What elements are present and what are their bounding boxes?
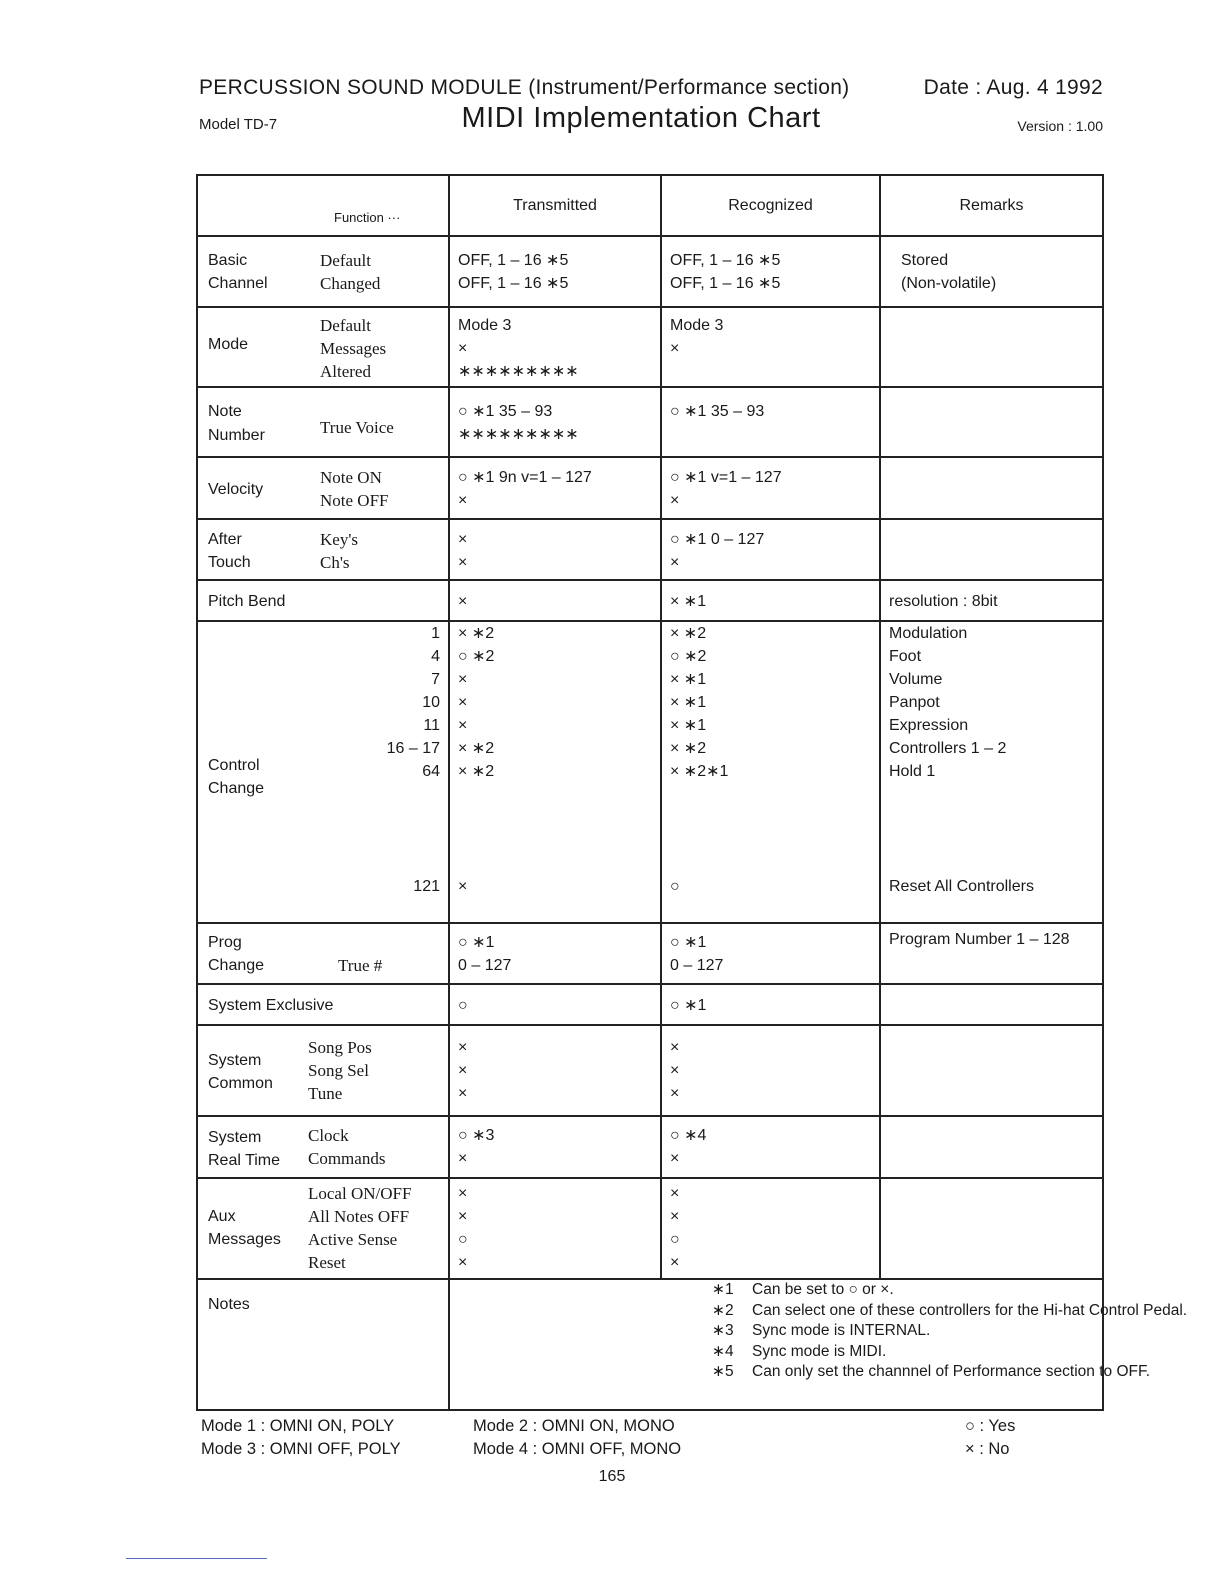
rx-commands: ×: [670, 1150, 680, 1167]
label-change: Change: [208, 780, 265, 797]
tx-pitch-bend: ×: [458, 593, 468, 610]
remark-cc: Expression: [889, 717, 969, 734]
rx-mode-messages: ×: [670, 340, 680, 357]
label-prog-change: Change: [208, 957, 265, 974]
label-basic: Basic: [208, 252, 248, 269]
legend-mode-1: Mode 1 : OMNI ON, POLY: [201, 1417, 395, 1435]
rx-cc: × ∗1: [670, 671, 707, 688]
note-text: Can select one of these controllers for the Hi-hat Control Pedal.: [752, 1301, 1188, 1319]
sub-active-sense: Active Sense: [308, 1230, 398, 1249]
rx-cc: × ∗2: [670, 740, 707, 757]
remark-program-number: Program Number 1 – 128: [889, 931, 1070, 948]
header-recognized: Recognized: [661, 175, 880, 236]
row-notes: [197, 1279, 1103, 1410]
remark-cc: Volume: [889, 671, 943, 688]
rx-cc-121: ○: [670, 878, 680, 895]
sub-local-on-off: Local ON/OFF: [308, 1184, 412, 1203]
tx-note-on: ○ ∗1 9n v=1 – 127: [458, 469, 592, 486]
remark-cc: Modulation: [889, 625, 968, 642]
note-marker: ∗2: [712, 1301, 734, 1319]
rx-cc: × ∗2: [670, 625, 707, 642]
note-text: Sync mode is MIDI.: [752, 1342, 887, 1360]
sub-commands: Commands: [308, 1149, 386, 1168]
module-title: PERCUSSION SOUND MODULE (Instrument/Performance section): [199, 76, 850, 99]
row-aux-messages: [197, 1178, 1103, 1279]
row-pitch-bend: [197, 580, 1103, 621]
tx-song-pos: ×: [458, 1039, 468, 1056]
rx-clock: ○ ∗4: [670, 1127, 707, 1144]
version: Version : 1.00: [1017, 118, 1103, 134]
row-program-change: [197, 923, 1103, 984]
note-item: [712, 1280, 1094, 1301]
rx-song-sel: ×: [670, 1062, 680, 1079]
sub-true-number: True #: [338, 956, 383, 975]
sub-default: Default: [320, 251, 371, 270]
label-pitch-bend: Pitch Bend: [208, 593, 286, 610]
label-system: System: [208, 1052, 262, 1069]
date: Date : Aug. 4 1992: [923, 76, 1103, 99]
label-after: After: [208, 531, 242, 548]
rx-basic-changed: OFF, 1 – 16 ∗5: [670, 275, 781, 292]
label-real-time: Real Time: [208, 1152, 281, 1169]
remark-non-volatile: (Non-volatile): [901, 275, 997, 292]
label-prog: Prog: [208, 934, 242, 951]
sub-note-on: Note ON: [320, 468, 382, 487]
row-system-real-time: [197, 1116, 1103, 1178]
cc-number: 16 – 17: [386, 740, 440, 757]
tx-local: ×: [458, 1185, 468, 1202]
row-basic-channel: [197, 236, 1103, 307]
legend-no: × : No: [965, 1440, 1010, 1458]
rx-local: ×: [670, 1185, 680, 1202]
tx-basic-default: OFF, 1 – 16 ∗5: [458, 252, 569, 269]
header-transmitted: Transmitted: [449, 175, 661, 236]
sub-all-notes-off: All Notes OFF: [308, 1207, 410, 1226]
tx-note-off: ×: [458, 492, 468, 509]
cc-number: 1: [431, 625, 440, 642]
tx-mode-default: Mode 3: [458, 317, 512, 334]
row-velocity: [197, 457, 1103, 519]
row-control-change: [197, 621, 1103, 923]
legend-yes: ○ : Yes: [965, 1417, 1016, 1435]
note-item: [712, 1321, 1094, 1342]
tx-mode-altered: ∗∗∗∗∗∗∗∗∗: [458, 363, 579, 380]
note-marker: ∗5: [712, 1363, 734, 1380]
notes-list: [449, 1279, 1188, 1410]
row-system-common: [197, 1025, 1103, 1116]
label-touch: Touch: [208, 554, 251, 571]
tx-cc: ×: [458, 671, 468, 688]
tx-basic-changed: OFF, 1 – 16 ∗5: [458, 275, 569, 292]
note-marker: ∗1: [712, 1281, 734, 1298]
header-line: [199, 76, 1103, 100]
tx-commands: ×: [458, 1150, 468, 1167]
sub-tune: Tune: [308, 1084, 343, 1103]
model-name: Model TD-7: [199, 116, 278, 133]
tx-all-notes-off: ×: [458, 1208, 468, 1225]
tx-tune: ×: [458, 1085, 468, 1102]
cc-number-121: 121: [413, 878, 440, 895]
sub-note-off: Note OFF: [320, 491, 389, 510]
sub-reset: Reset: [308, 1253, 346, 1272]
rx-active-sense: ○: [670, 1231, 680, 1248]
tx-keys: ×: [458, 531, 468, 548]
legend-mode-4: Mode 4 : OMNI OFF, MONO: [473, 1440, 682, 1458]
remark-reset-all: Reset All Controllers: [889, 878, 1034, 895]
cc-number: 64: [422, 763, 440, 780]
rx-prog: ○ ∗1: [670, 934, 707, 951]
row-system-exclusive: [197, 984, 1103, 1025]
remark-cc: Controllers 1 – 2: [889, 740, 1007, 757]
note-item: [712, 1301, 1188, 1322]
rx-tune: ×: [670, 1085, 680, 1102]
rx-mode-default: Mode 3: [670, 317, 724, 334]
page-title: MIDI Implementation Chart: [461, 102, 821, 134]
remark-resolution: resolution : 8bit: [889, 593, 998, 610]
label-note: Note: [208, 403, 242, 420]
rx-cc: × ∗2∗1: [670, 763, 729, 780]
rx-pitch-bend: × ∗1: [670, 593, 707, 610]
rx-sysex: ○ ∗1: [670, 997, 707, 1014]
note-marker: ∗3: [712, 1322, 734, 1339]
table-header-row: [197, 175, 1103, 236]
sub-keys: Key's: [320, 530, 359, 549]
header-remarks: Remarks: [880, 175, 1103, 236]
tx-song-sel: ×: [458, 1062, 468, 1079]
midi-implementation-table: [196, 174, 1188, 1411]
sub-song-sel: Song Sel: [308, 1061, 369, 1080]
sub-chs: Ch's: [320, 553, 350, 572]
remark-cc: Foot: [889, 648, 922, 665]
rx-keys: ○ ∗1 0 – 127: [670, 531, 765, 548]
label-control: Control: [208, 757, 260, 774]
tx-prog-range: 0 – 127: [458, 957, 512, 974]
rx-chs: ×: [670, 554, 680, 571]
note-text: Can be set to ○ or ×.: [752, 1281, 894, 1298]
label-notes: Notes: [208, 1296, 250, 1313]
tx-sysex: ○: [458, 997, 468, 1014]
tx-cc-121: ×: [458, 878, 468, 895]
rx-cc: × ∗1: [670, 694, 707, 711]
sub-mode-altered: Altered: [320, 362, 371, 381]
label-number: Number: [208, 427, 265, 444]
tx-cc: × ∗2: [458, 625, 495, 642]
function-header: Function ···: [334, 210, 401, 225]
note-text: Sync mode is INTERNAL.: [752, 1322, 931, 1339]
legend-mode-3: Mode 3 : OMNI OFF, POLY: [201, 1440, 401, 1458]
cc-number: 10: [422, 694, 440, 711]
tx-cc: ×: [458, 717, 468, 734]
tx-cc: ×: [458, 694, 468, 711]
rx-basic-default: OFF, 1 – 16 ∗5: [670, 252, 781, 269]
label-system-exclusive: System Exclusive: [208, 997, 334, 1014]
controller-numbers: [387, 622, 440, 783]
tx-cc: × ∗2: [458, 740, 495, 757]
tx-true-voice: ∗∗∗∗∗∗∗∗∗: [458, 426, 579, 443]
rx-cc: × ∗1: [670, 717, 707, 734]
rx-note-off: ×: [670, 492, 680, 509]
sub-clock: Clock: [308, 1126, 349, 1145]
cc-number: 4: [431, 648, 440, 665]
tx-mode-messages: ×: [458, 340, 468, 357]
tx-cc: × ∗2: [458, 763, 495, 780]
label-channel: Channel: [208, 275, 268, 292]
page-edge-line: [126, 1558, 267, 1559]
label-mode: Mode: [208, 336, 249, 353]
tx-clock: ○ ∗3: [458, 1127, 495, 1144]
cc-number: 7: [431, 671, 440, 688]
label-aux: Aux: [208, 1208, 236, 1225]
rx-reset: ×: [670, 1254, 680, 1271]
rx-song-pos: ×: [670, 1039, 680, 1056]
note-marker: ∗4: [712, 1342, 734, 1360]
tx-active-sense: ○: [458, 1231, 468, 1248]
header-function: [197, 175, 449, 236]
sub-true-voice: True Voice: [320, 418, 394, 437]
tx-chs: ×: [458, 554, 468, 571]
tx-prog: ○ ∗1: [458, 934, 495, 951]
note-text: Can only set the channnel of Performance section to OFF.: [752, 1363, 1151, 1380]
sub-mode-messages: Messages: [320, 339, 387, 358]
rx-note-on: ○ ∗1 v=1 – 127: [670, 469, 782, 486]
legend-mode-2: Mode 2 : OMNI ON, MONO: [473, 1417, 675, 1435]
rx-cc: ○ ∗2: [670, 648, 707, 665]
tx-reset: ×: [458, 1254, 468, 1271]
label-common: Common: [208, 1075, 273, 1092]
rx-note-range: ○ ∗1 35 – 93: [670, 403, 765, 420]
label-messages: Messages: [208, 1231, 281, 1248]
page-number: 165: [598, 1468, 626, 1485]
row-after-touch: [197, 519, 1103, 580]
sub-song-pos: Song Pos: [308, 1038, 372, 1057]
tx-cc: ○ ∗2: [458, 648, 495, 665]
note-item: [712, 1342, 1094, 1363]
rx-all-notes-off: ×: [670, 1208, 680, 1225]
row-mode: [197, 307, 1103, 387]
label-system: System: [208, 1129, 262, 1146]
note-item: [712, 1362, 1151, 1383]
label-velocity: Velocity: [208, 481, 264, 498]
remark-cc: Panpot: [889, 694, 940, 711]
header-title-line: [199, 100, 1103, 144]
remark-cc: Hold 1: [889, 763, 936, 780]
sub-mode-default: Default: [320, 316, 371, 335]
rx-prog-range: 0 – 127: [670, 957, 724, 974]
sub-changed: Changed: [320, 274, 381, 293]
row-note-number: [197, 387, 1103, 457]
tx-note-range: ○ ∗1 35 – 93: [458, 403, 553, 420]
cc-number: 11: [423, 717, 440, 734]
remark-stored: Stored: [901, 252, 949, 269]
